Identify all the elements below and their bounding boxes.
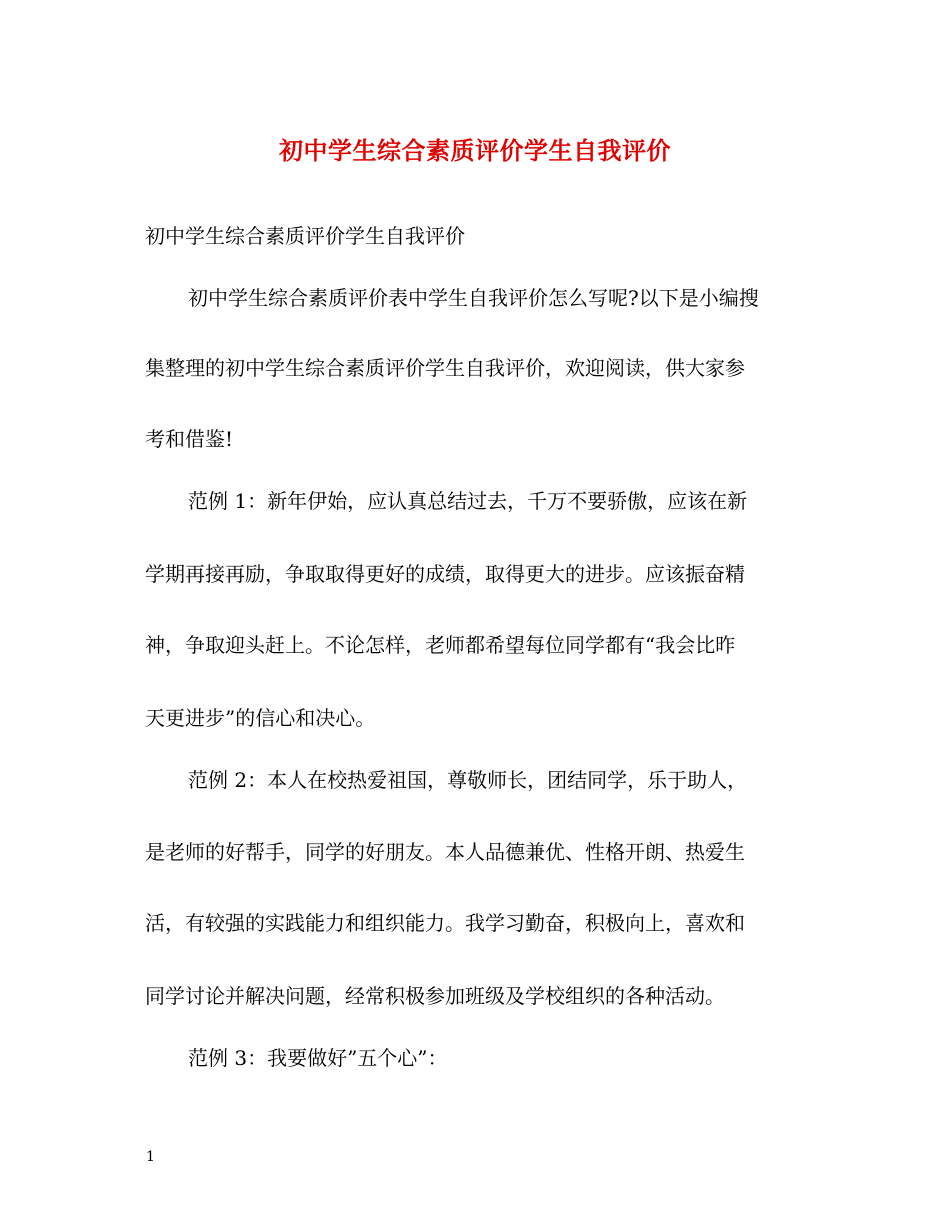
paragraph-line: 范例 1：新年伊始，应认真总结过去，千万不要骄傲，应该在新 (188, 489, 748, 513)
paragraph-line: 天更进步”的信心和决心。 (145, 706, 376, 730)
paragraph-line: 集整理的初中学生综合素质评价学生自我评价，欢迎阅读，供大家参 (145, 356, 745, 380)
paragraph-line: 考和借鉴! (145, 427, 234, 451)
paragraph-line: 活，有较强的实践能力和组织能力。我学习勤奋，积极向上，喜欢和 (145, 911, 745, 935)
paragraph-line: 神，争取迎头赶上。不论怎样，老师都希望每位同学都有“我会比昨 (145, 633, 736, 657)
page-number: 1 (146, 1149, 155, 1165)
paragraph-line: 初中学生综合素质评价表中学生自我评价怎么写呢?以下是小编搜 (188, 286, 759, 310)
paragraph-line: 范例 2：本人在校热爱祖国，尊敬师长，团结同学，乐于助人， (188, 768, 748, 792)
document-subtitle: 初中学生综合素质评价学生自我评价 (145, 224, 465, 248)
paragraph-line: 是老师的好帮手，同学的好朋友。本人品德兼优、性格开朗、热爱生 (145, 840, 745, 864)
paragraph-line: 同学讨论并解决问题，经常积极参加班级及学校组织的各种活动。 (145, 984, 725, 1008)
paragraph-line: 学期再接再励，争取取得更好的成绩，取得更大的进步。应该振奋精 (145, 562, 745, 586)
document-title: 初中学生综合素质评价学生自我评价 (279, 136, 671, 165)
paragraph-line: 范例 3：我要做好”五个心”： (188, 1046, 448, 1070)
